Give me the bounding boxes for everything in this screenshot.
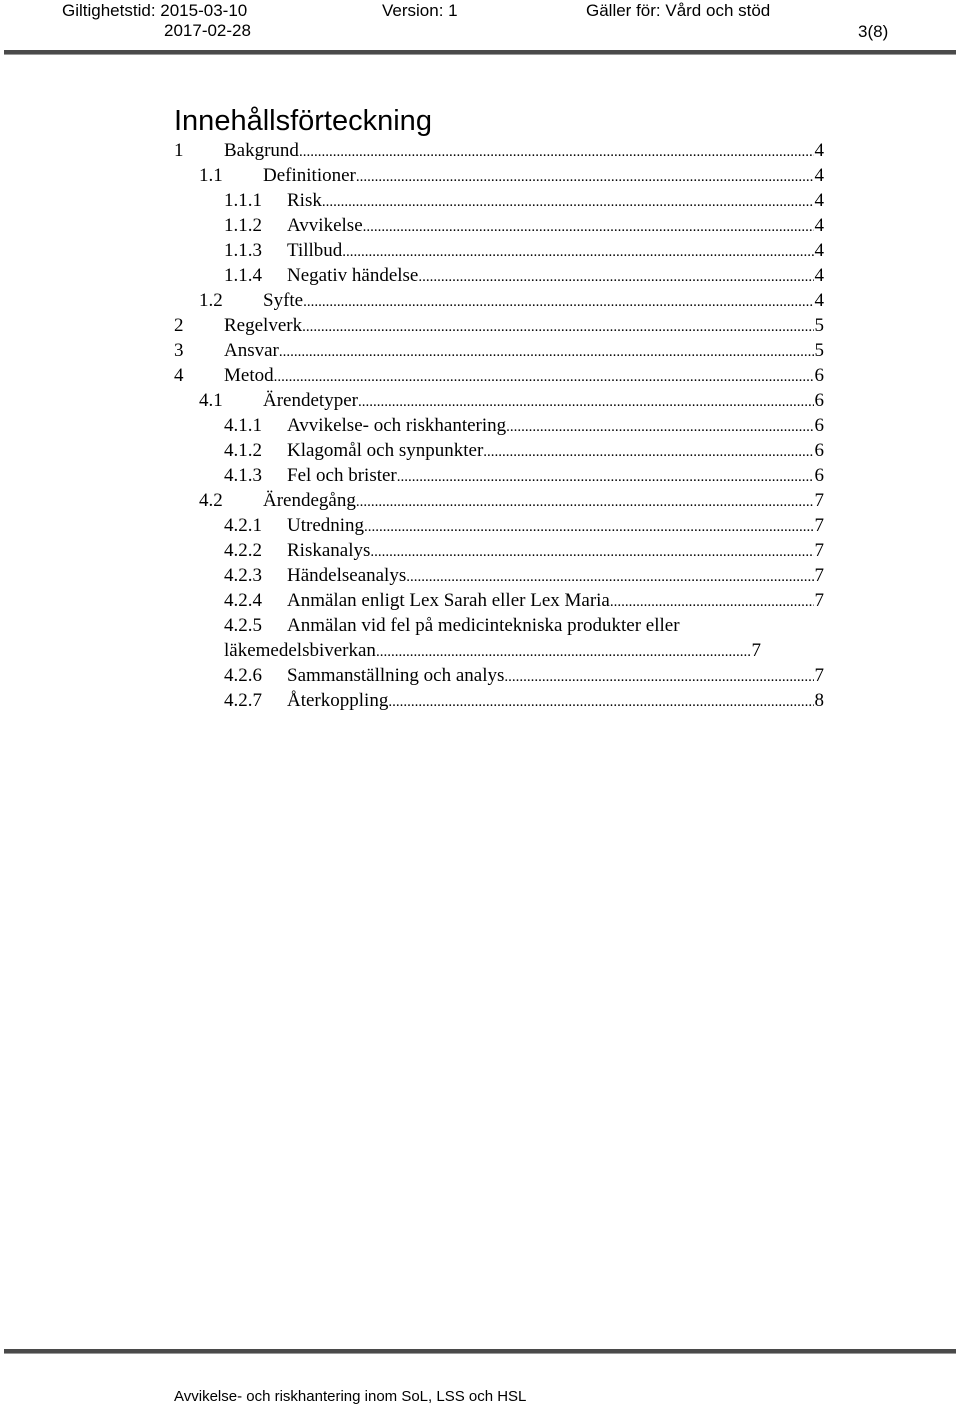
toc-entry[interactable]	[174, 588, 824, 613]
toc-entry[interactable]	[174, 563, 824, 588]
toc-entry-label: Metod	[224, 365, 274, 386]
toc-entry[interactable]	[174, 188, 824, 213]
dot-leader	[299, 140, 814, 165]
toc-entry-number: 1.1.4	[224, 265, 262, 286]
toc-entry-page: 7	[751, 640, 761, 661]
page-number: 3(8)	[858, 22, 889, 41]
table-of-contents	[174, 138, 824, 713]
toc-entry-label: Risk	[287, 190, 322, 211]
toc-entry-number: 1.1.3	[224, 240, 262, 261]
toc-entry-page: 6	[814, 465, 824, 486]
toc-entry-number: 4.2.7	[224, 690, 262, 711]
toc-entry-page: 7	[814, 540, 824, 561]
toc-entry-label: Bakgrund	[224, 140, 299, 161]
toc-entry-label: Regelverk	[224, 315, 303, 336]
header-rule	[4, 50, 956, 55]
toc-entry-page: 5	[814, 340, 824, 361]
toc-entry[interactable]	[174, 338, 824, 363]
version-label: Version: 1	[382, 1, 458, 20]
dot-leader	[302, 315, 813, 340]
toc-entry-number: 4.1.2	[224, 440, 262, 461]
dot-leader	[418, 265, 813, 290]
toc-entry[interactable]	[174, 238, 824, 263]
dot-leader	[504, 665, 813, 690]
dot-leader	[356, 165, 814, 190]
dot-leader	[506, 415, 813, 440]
toc-entry-page: 5	[814, 315, 824, 336]
dot-leader	[483, 440, 813, 465]
toc-entry-page: 4	[814, 240, 824, 261]
dot-leader	[406, 565, 813, 590]
toc-entry-page: 4	[814, 190, 824, 211]
toc-entry[interactable]	[174, 613, 824, 663]
dot-leader	[397, 465, 814, 490]
toc-entry-label: Händelseanalys	[287, 565, 407, 586]
toc-entry[interactable]	[174, 463, 824, 488]
toc-entry-label: Återkoppling	[287, 690, 389, 711]
applies-to-label: Gäller för: Vård och stöd	[586, 1, 771, 20]
toc-entry-number: 4.2.5	[224, 615, 262, 636]
toc-entry-page: 6	[814, 440, 824, 461]
toc-entry-page: 4	[814, 140, 824, 161]
toc-entry-label: Tillbud	[287, 240, 343, 261]
toc-entry-page: 7	[814, 665, 824, 686]
toc-entry-label: Anmälan vid fel på medicintekniska produkter eller	[287, 615, 680, 636]
toc-entry[interactable]	[174, 163, 824, 188]
toc-entry[interactable]	[174, 263, 824, 288]
toc-entry-label: Ärendetyper	[263, 390, 358, 411]
toc-entry-number: 4	[174, 365, 184, 386]
toc-entry[interactable]	[174, 513, 824, 538]
toc-entry-number: 4.1.3	[224, 465, 262, 486]
toc-entry-number: 1.1.2	[224, 215, 262, 236]
revision-date: 2017-02-28	[164, 21, 251, 40]
footer-text: Avvikelse- och riskhantering inom SoL, LSS och HSL	[174, 1388, 527, 1405]
toc-entry-page: 6	[814, 390, 824, 411]
dot-leader	[274, 365, 814, 390]
dot-leader	[376, 640, 751, 665]
toc-entry[interactable]	[174, 313, 824, 338]
toc-entry-number: 1.1.1	[224, 190, 262, 211]
toc-entry-label: Avvikelse	[287, 215, 363, 236]
toc-entry[interactable]	[174, 413, 824, 438]
toc-entry-page: 7	[814, 590, 824, 611]
toc-entry[interactable]	[174, 663, 824, 688]
toc-title: Innehållsförteckning	[174, 105, 432, 137]
dot-leader	[364, 515, 813, 540]
toc-entry[interactable]	[174, 363, 824, 388]
dot-leader	[370, 540, 813, 565]
toc-entry-number: 4.1.1	[224, 415, 262, 436]
dot-leader	[363, 215, 814, 240]
toc-entry-label: Syfte	[263, 290, 304, 311]
toc-entry-page: 4	[814, 265, 824, 286]
toc-entry[interactable]	[174, 138, 824, 163]
toc-entry-label: Sammanställning och analys	[287, 665, 505, 686]
validity-date: Giltighetstid: 2015-03-10	[62, 1, 248, 20]
toc-entry-number: 1.1	[199, 165, 223, 186]
toc-entry-page: 7	[814, 490, 824, 511]
footer-rule	[4, 1349, 956, 1354]
toc-entry[interactable]	[174, 538, 824, 563]
dot-leader	[388, 690, 813, 715]
toc-entry-label: Anmälan enligt Lex Sarah eller Lex Maria	[287, 590, 610, 611]
toc-entry-number: 4.2.6	[224, 665, 262, 686]
toc-entry[interactable]	[174, 288, 824, 313]
toc-entry-label: Klagomål och synpunkter	[287, 440, 484, 461]
toc-entry-label: Riskanalys	[287, 540, 371, 561]
toc-entry-page: 7	[814, 565, 824, 586]
toc-entry-number: 3	[174, 340, 184, 361]
toc-entry-number: 1	[174, 140, 184, 161]
toc-entry-page: 4	[814, 165, 824, 186]
toc-entry-label: Negativ händelse	[287, 265, 419, 286]
dot-leader	[279, 340, 814, 365]
toc-entry-label: Definitioner	[263, 165, 356, 186]
dot-leader	[342, 240, 813, 265]
dot-leader	[322, 190, 814, 215]
dot-leader	[303, 290, 813, 315]
toc-entry-page: 8	[814, 690, 824, 711]
dot-leader	[610, 590, 814, 615]
toc-entry[interactable]	[174, 213, 824, 238]
toc-entry-label: Fel och brister	[287, 465, 397, 486]
toc-entry-number: 4.2	[199, 490, 223, 511]
toc-entry-page: 6	[814, 415, 824, 436]
toc-entry-page: 7	[814, 515, 824, 536]
dot-leader	[358, 390, 814, 415]
toc-entry-label-continued: läkemedelsbiverkan	[224, 640, 376, 661]
toc-entry-number: 4.2.1	[224, 515, 262, 536]
toc-entry[interactable]	[174, 488, 824, 513]
toc-entry-label: Utredning	[287, 515, 365, 536]
toc-entry-number: 4.2.3	[224, 565, 262, 586]
toc-entry-number: 1.2	[199, 290, 223, 311]
toc-entry-page: 4	[814, 215, 824, 236]
toc-entry-number: 4.1	[199, 390, 223, 411]
toc-entry-label: Avvikelse- och riskhantering	[287, 415, 507, 436]
toc-entry-page: 4	[814, 290, 824, 311]
toc-entry-label: Ärendegång	[263, 490, 356, 511]
toc-entry[interactable]	[174, 438, 824, 463]
toc-entry[interactable]	[174, 388, 824, 413]
toc-entry-number: 4.2.4	[224, 590, 262, 611]
toc-entry-label: Ansvar	[224, 340, 279, 361]
dot-leader	[356, 490, 814, 515]
toc-entry[interactable]	[174, 688, 824, 713]
toc-entry-number: 2	[174, 315, 184, 336]
toc-entry-page: 6	[814, 365, 824, 386]
toc-entry-number: 4.2.2	[224, 540, 262, 561]
